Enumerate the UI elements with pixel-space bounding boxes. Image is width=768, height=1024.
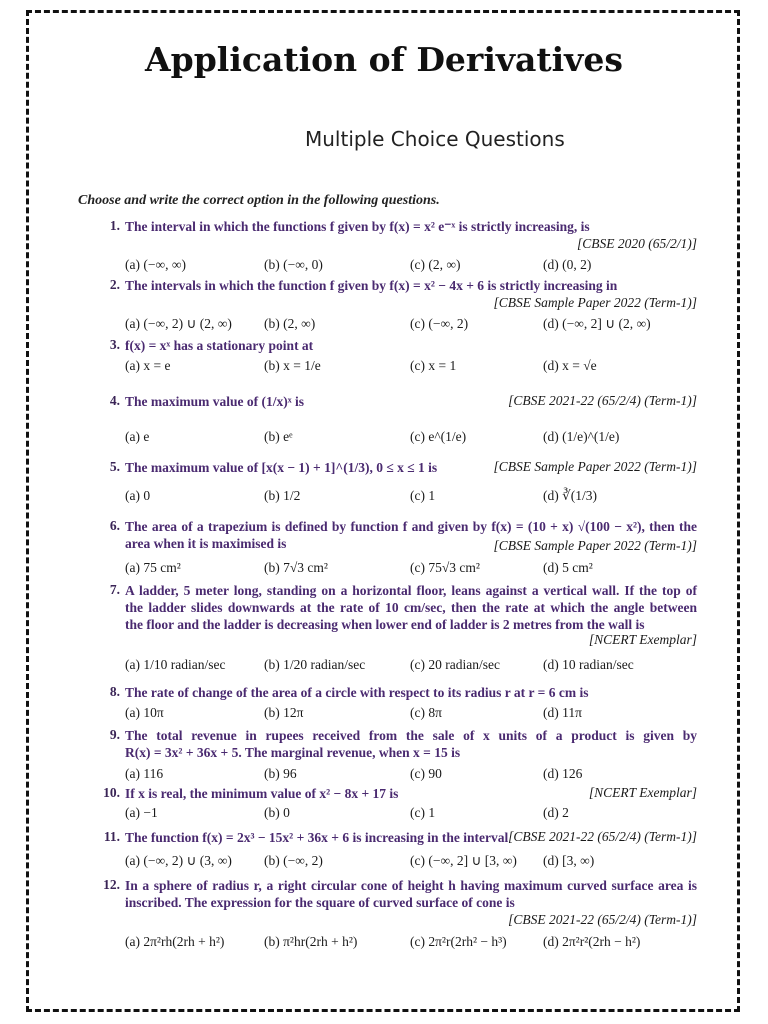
answer-option-d: (d) (0, 2) xyxy=(543,257,592,272)
answer-option-a: (a) 75 cm² xyxy=(125,560,181,575)
answer-option-b: (b) (−∞, 2) xyxy=(264,853,323,868)
answer-option-b: (b) 1/20 radian/sec xyxy=(264,657,366,672)
answer-option-a: (a) 0 xyxy=(125,488,151,503)
answer-option-a: (a) 2π²rh(2rh + h²) xyxy=(125,934,225,949)
answer-option-b: (b) (2, ∞) xyxy=(264,316,316,331)
question-source: [CBSE 2021-22 (65/2/4) (Term-1)] xyxy=(508,393,697,408)
answer-option-b: (b) π²hr(2rh + h²) xyxy=(264,934,358,949)
question-source: [CBSE 2021-22 (65/2/4) (Term-1)] xyxy=(508,829,697,844)
answer-option-c: (c) 90 xyxy=(410,766,442,781)
question-number: 4. xyxy=(109,393,120,408)
question-source: [CBSE 2021-22 (65/2/4) (Term-1)] xyxy=(508,912,697,927)
question-line: If x is real, the minimum value of x² − 8x + 17 is xyxy=(125,786,399,801)
question-line: A ladder, 5 meter long, standing on a horizontal floor, leans against a vertical wall. If the top of xyxy=(125,583,697,598)
question-line: The area of a trapezium is defined by function f and given by f(x) = (10 + x) √(100 − x²), then the xyxy=(125,519,697,534)
question-line: the floor and the ladder is decreasing when lower end of ladder is 2 metres from the wall is xyxy=(125,617,645,632)
question-line: The rate of change of the area of a circle with respect to its radius r at r = 6 cm is xyxy=(125,685,589,700)
answer-option-b: (b) 7√3 cm² xyxy=(264,560,328,575)
question-text xyxy=(125,337,697,354)
question-text xyxy=(125,684,697,701)
question-number: 5. xyxy=(109,459,120,474)
answer-option-c: (c) e^(1/e) xyxy=(410,429,467,444)
answer-option-a: (a) (−∞, 2) ∪ (2, ∞) xyxy=(125,316,232,331)
question-text xyxy=(125,277,697,294)
answer-option-b: (b) 1/2 xyxy=(264,488,301,503)
question-line: The function f(x) = 2x³ − 15x² + 36x + 6 is increasing in the interval xyxy=(125,830,509,845)
answer-option-d: (d) x = √e xyxy=(543,358,597,373)
question-line: area when it is maximised is xyxy=(125,536,287,551)
question-number: 6. xyxy=(109,518,120,533)
answer-option-d: (d) 11π xyxy=(543,705,582,720)
question-number: 8. xyxy=(109,684,120,699)
question-line: In a sphere of radius r, a right circular cone of height h having maximum curved surface area is xyxy=(125,878,697,893)
question-text xyxy=(125,877,697,911)
question-number: 1. xyxy=(109,218,120,233)
answer-option-c: (c) (−∞, 2) xyxy=(410,316,469,331)
answer-option-b: (b) 12π xyxy=(264,705,304,720)
page-title: Application of Derivatives xyxy=(145,40,623,79)
answer-option-d: (d) (1/e)^(1/e) xyxy=(543,429,620,444)
question-line: R(x) = 3x² + 36x + 5. The marginal revenue, when x = 15 is xyxy=(125,745,461,760)
answer-option-a: (a) e xyxy=(125,429,150,444)
answer-option-a: (a) 10π xyxy=(125,705,164,720)
answer-option-c: (c) (−∞, 2] ∪ [3, ∞) xyxy=(410,853,517,868)
question-number: 9. xyxy=(109,727,120,742)
answer-option-c: (c) 75√3 cm² xyxy=(410,560,480,575)
answer-option-d: (d) 5 cm² xyxy=(543,560,593,575)
section-subtitle: Multiple Choice Questions xyxy=(305,127,565,151)
answer-option-b: (b) 96 xyxy=(264,766,297,781)
question-line: the ladder slides downwards at the rate of 10 cm/sec, then the rate at which the angle between xyxy=(125,600,697,615)
answer-option-b: (b) x = 1/e xyxy=(264,358,321,373)
question-source: [NCERT Exemplar] xyxy=(588,632,697,647)
question-text xyxy=(125,727,697,761)
answer-option-c: (c) 2π²r(2rh² − h³) xyxy=(410,934,507,949)
answer-option-d: (d) 10 radian/sec xyxy=(543,657,634,672)
question-line: f(x) = xˣ has a stationary point at xyxy=(125,338,314,353)
answer-option-d: (d) 2π²r²(2rh − h²) xyxy=(543,934,641,949)
answer-option-c: (c) x = 1 xyxy=(410,358,457,373)
answer-option-c: (c) 1 xyxy=(410,805,436,820)
answer-option-b: (b) (−∞, 0) xyxy=(264,257,323,272)
answer-option-d: (d) 2 xyxy=(543,805,569,820)
answer-option-b: (b) 0 xyxy=(264,805,290,820)
answer-option-d: (d) 126 xyxy=(543,766,583,781)
answer-option-d: (d) [3, ∞) xyxy=(543,853,595,868)
question-source: [CBSE Sample Paper 2022 (Term-1)] xyxy=(493,538,697,553)
question-line: The maximum value of (1/x)ˣ is xyxy=(125,394,304,409)
answer-option-d: (d) ∛(1/3) xyxy=(543,488,597,503)
question-source: [CBSE 2020 (65/2/1)] xyxy=(577,236,697,251)
answer-option-a: (a) x = e xyxy=(125,358,171,373)
answer-option-b: (b) eᵉ xyxy=(264,429,293,444)
question-source: [CBSE Sample Paper 2022 (Term-1)] xyxy=(493,459,697,474)
answer-option-a: (a) −1 xyxy=(125,805,158,820)
question-number: 10. xyxy=(103,785,120,800)
answer-option-c: (c) 1 xyxy=(410,488,436,503)
question-line: The total revenue in rupees received from the sale of x units of a product is given by xyxy=(125,728,697,743)
question-text xyxy=(125,582,697,633)
question-number: 3. xyxy=(109,337,120,352)
question-source: [CBSE Sample Paper 2022 (Term-1)] xyxy=(493,295,697,310)
question-number: 11. xyxy=(103,829,120,844)
question-line: The maximum value of [x(x − 1) + 1]^(1/3), 0 ≤ x ≤ 1 is xyxy=(125,460,438,475)
question-line: inscribed. The expression for the square of curved surface of cone is xyxy=(125,895,515,910)
answer-option-a: (a) (−∞, ∞) xyxy=(125,257,186,272)
answer-option-d: (d) (−∞, 2] ∪ (2, ∞) xyxy=(543,316,651,331)
answer-option-c: (c) (2, ∞) xyxy=(410,257,461,272)
question-number: 7. xyxy=(109,582,120,597)
answer-option-c: (c) 20 radian/sec xyxy=(410,657,500,672)
answer-option-a: (a) 1/10 radian/sec xyxy=(125,657,226,672)
answer-option-a: (a) 116 xyxy=(125,766,164,781)
question-line: The intervals in which the function f given by f(x) = x² − 4x + 6 is strictly increasing in xyxy=(125,278,618,293)
answer-option-c: (c) 8π xyxy=(410,705,442,720)
question-number: 2. xyxy=(109,277,120,292)
instructions: Choose and write the correct option in the following questions. xyxy=(78,193,440,208)
question-line: The interval in which the functions f given by f(x) = x² e⁻ˣ is strictly increasing, is xyxy=(125,219,590,234)
answer-option-a: (a) (−∞, 2) ∪ (3, ∞) xyxy=(125,853,232,868)
question-number: 12. xyxy=(103,877,120,892)
question-text xyxy=(125,218,697,235)
question-source: [NCERT Exemplar] xyxy=(588,785,697,800)
